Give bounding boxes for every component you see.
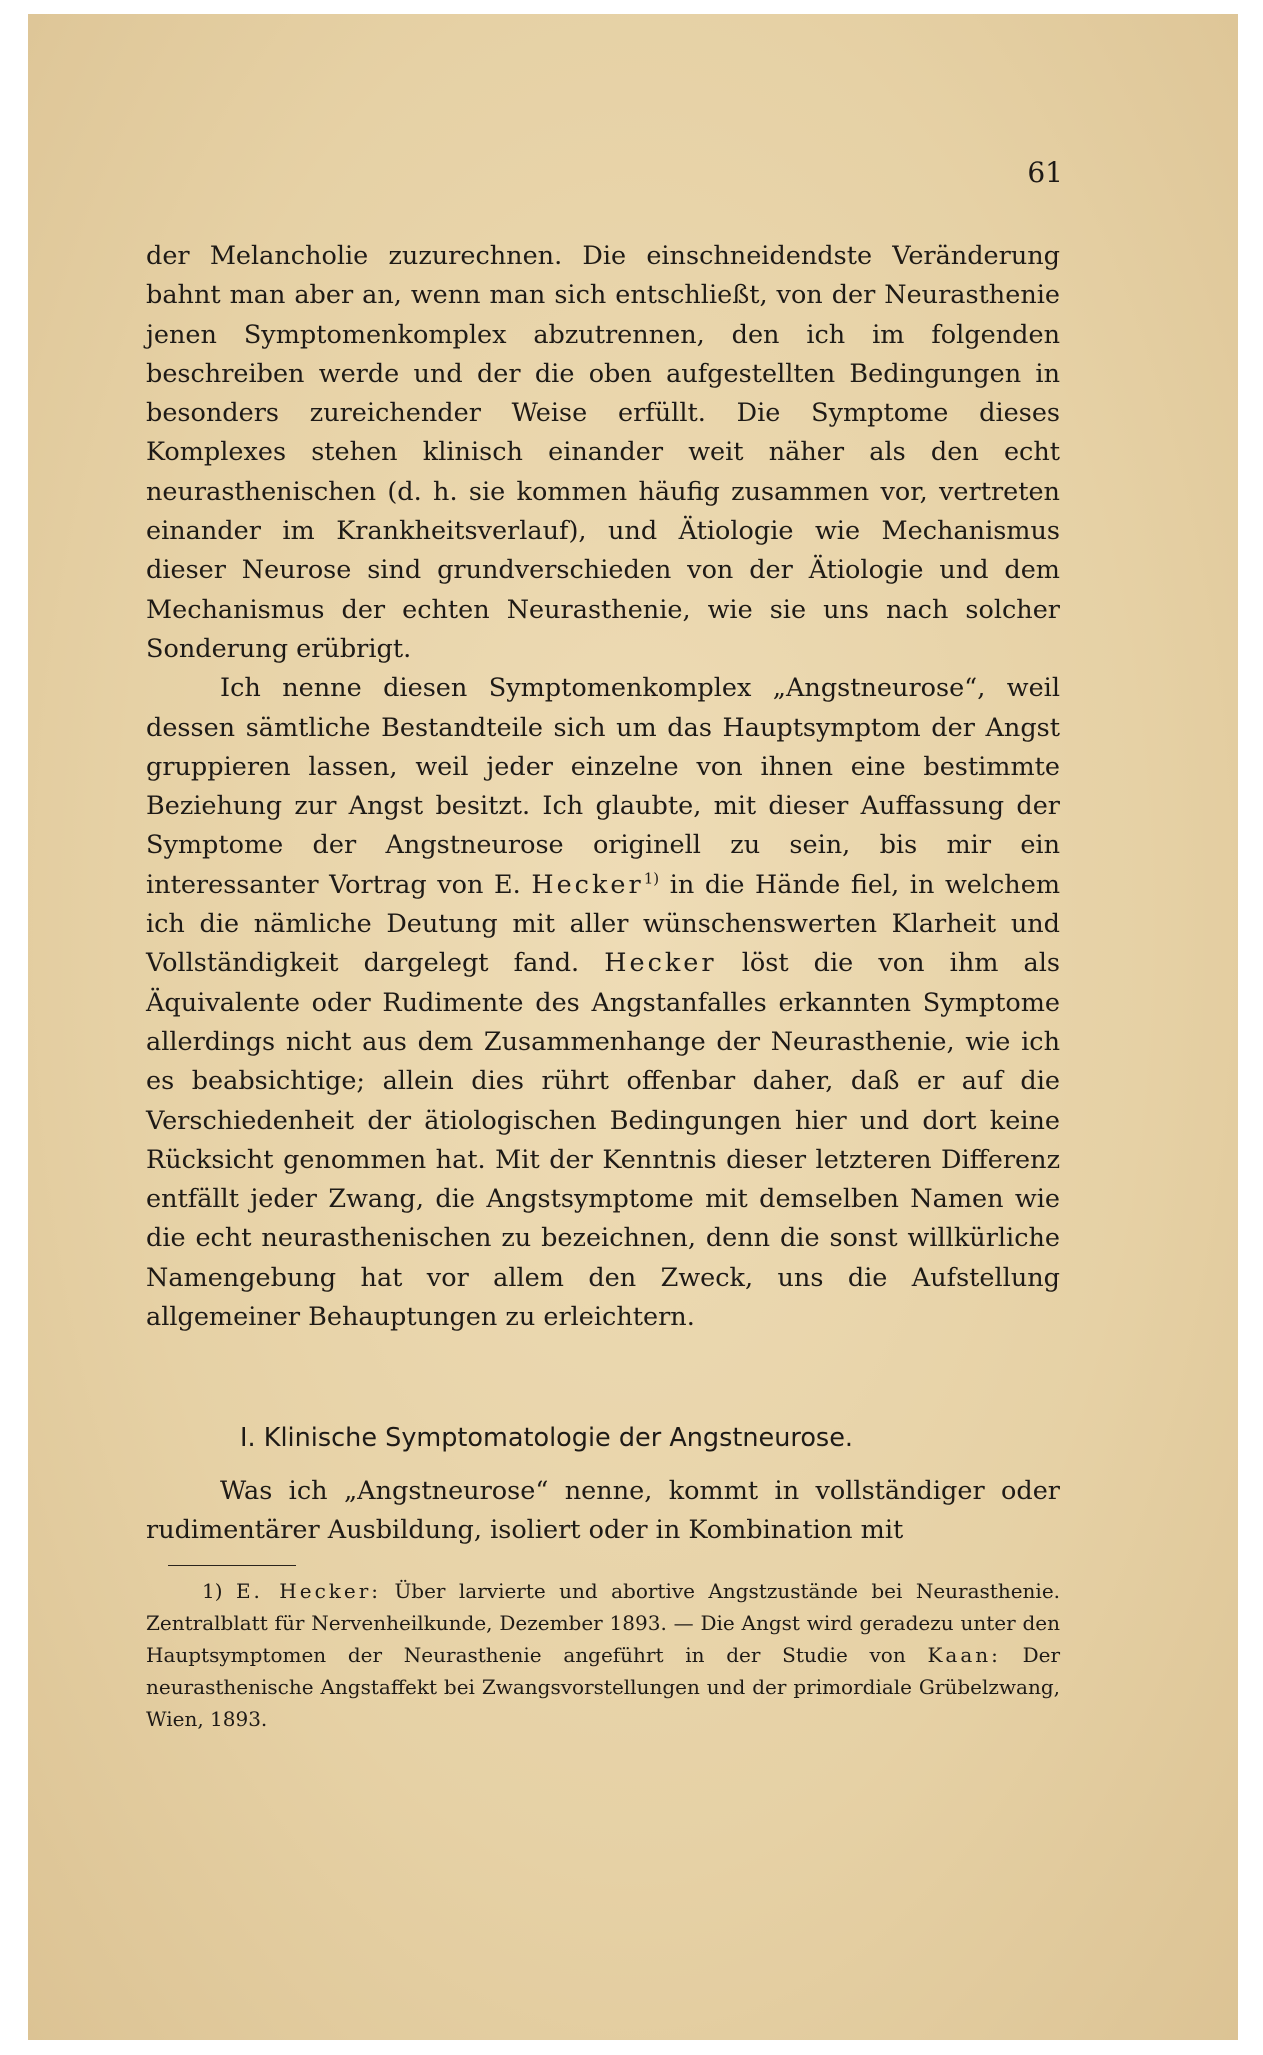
footnote-reference[interactable]: 1) xyxy=(643,869,660,888)
page-number: 61 xyxy=(1027,156,1063,189)
footnote-divider xyxy=(168,1565,296,1566)
footnote-mark: 1) xyxy=(202,1579,223,1603)
author-name-hecker-2: Hecker xyxy=(604,948,717,979)
paragraph-1: der Melancholie zuzurechnen. Die einschneidendste Veränderung bahnt man aber an, wenn man sich entschließt, von der Neurasthenie jenen Symptomenkomplex abzutrennen, den ich im folgenden beschreiben werde und der die oben aufgestellten Bedingungen in besonders zureichender Weise erfüllt. Die Symptome dieses Komplexes stehen klinisch einander weit näher als den echt neurasthenischen (d. h. sie kommen häufig zusammen vor, vertreten einander im Krankheitsverlauf), und Ätiologie wie Mechanismus dieser Neurose sind grundverschieden von der Ätiologie und dem Mechanismus der echten Neurasthenie, wie sie uns nach solcher Sonderung erübrigt. xyxy=(146,241,1060,664)
paragraph-2-part-c: löst die von ihm als Äquivalente oder Rudimente des Angstanfalles erkannten Symptome allerdings nicht aus dem Zusammenhange der Neurasthenie, wie ich es beabsichtige; allein dies rührt offenbar daher, daß er auf die Verschiedenheit der ätiologischen Bedingungen hier und dort keine Rücksicht genommen hat. Mit der Kenntnis dieser letzteren Differenz entfällt jeder Zwang, die Angstsymptome mit demselben Namen wie die echt neurasthenischen zu bezeichnen, denn die sonst willkürliche Namengebung hat vor allem den Zweck, uns die Aufstellung allgemeiner Behauptungen zu erleichtern. xyxy=(146,948,1060,1333)
paragraph-2 xyxy=(146,669,1060,1337)
footnote-author-kaan: Kaan: xyxy=(927,1643,1001,1667)
author-name-hecker: Hecker xyxy=(531,869,644,900)
section-intro-paragraph: Was ich „Angstneurose“ nenne, kommt in vollständiger oder rudimentärer Ausbildung, isoliert oder in Kombination mit xyxy=(146,1476,1060,1546)
scanned-page xyxy=(28,14,1238,2040)
section-heading: I. Klinische Symptomatologie der Angstneurose. xyxy=(240,1423,854,1453)
paragraph-2-part-a: Ich nenne diesen Symptomenkomplex „Angstneurose“, weil dessen sämtliche Bestandteile sich um das Hauptsymptom der Angst gruppieren lassen, weil jeder einzelne von ihnen eine bestimmte Beziehung zur Angst besitzt. Ich glaubte, mit dieser Auffassung der Symptome der Angstneurose originell zu sein, bis mir ein interessanter Vortrag von E. xyxy=(146,673,1060,900)
footnote-text-b: Der neurasthenische Angstaffekt bei Zwangsvorstellungen und der primordiale Grübelzwang, Wien, 1893. xyxy=(146,1643,1061,1731)
footnote-text-a: Über larvierte und abortive Angstzustände bei Neurasthenie. Zentralblatt für Nervenheilkunde, Dezember 1893. — Die Angst wird geradezu unter den Hauptsymptomen der Neurasthenie angeführt in der Studie von xyxy=(146,1579,1061,1667)
footnote-author-hecker: E. Hecker: xyxy=(235,1579,382,1603)
body-text xyxy=(146,237,1060,1337)
paragraph-2-part-b: in die Hände fiel, in welchem ich die nämliche Deutung mit aller wünschenswerten Klarheit und Vollständigkeit dargelegt fand. xyxy=(146,869,1061,979)
footnote xyxy=(146,1575,1060,1735)
